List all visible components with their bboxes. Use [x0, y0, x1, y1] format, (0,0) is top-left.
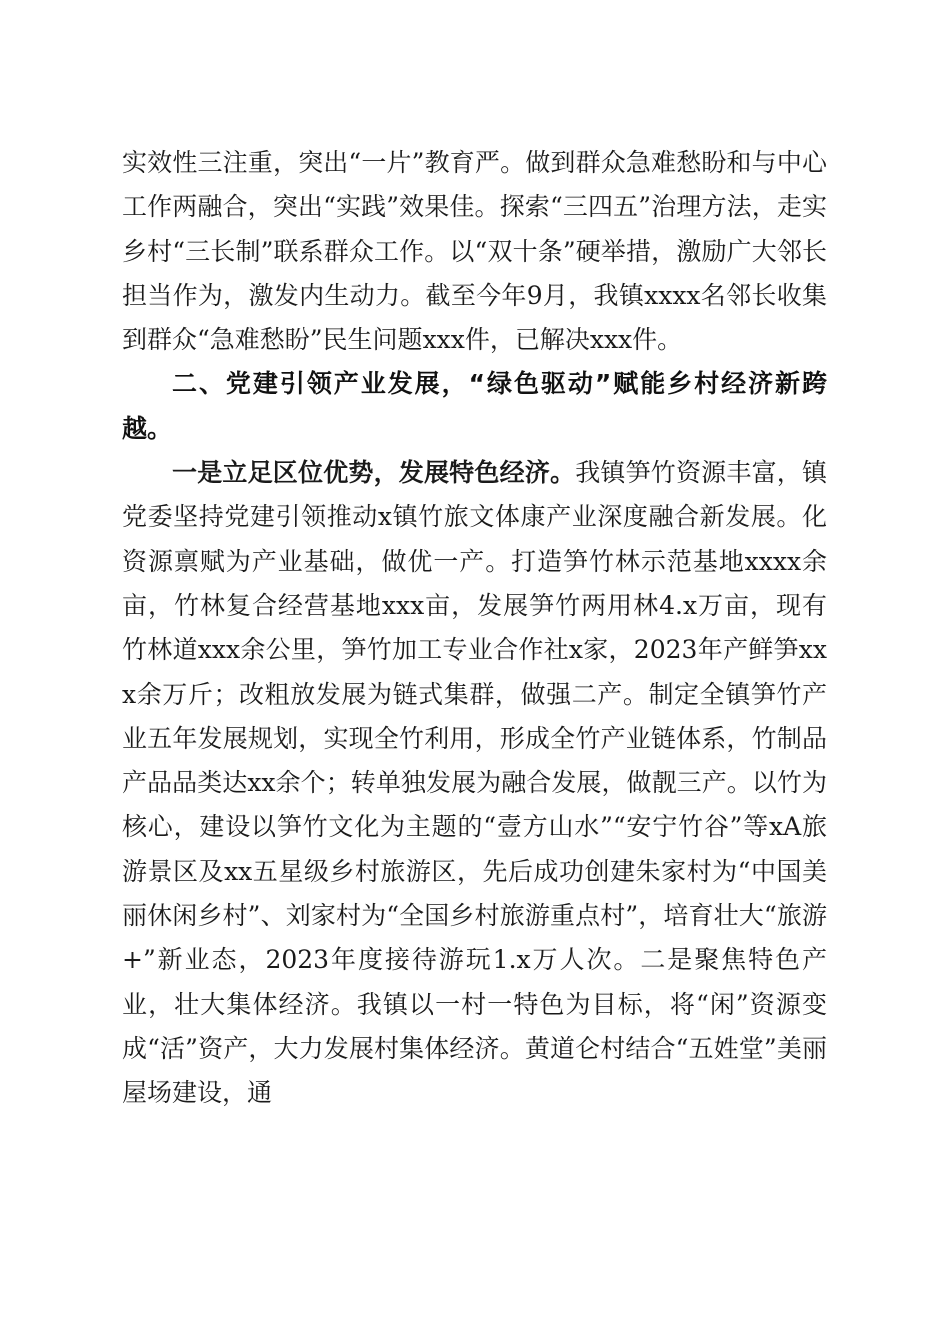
paragraph-continuation: 实效性三注重，突出“一片”教育严。做到群众急难愁盼和与中心工作两融合，突出“实践”效果佳。探索“三四五”治理方法，走实乡村“三长制”联系群众工作。以“双十条”硬举措，激励广大邻长担当作为，激发内生动力。截至今年9月，我镇xxxx名邻长收集到群众“急难愁盼”民生问题xxx件，已解决xxx件。 — [122, 148, 827, 355]
paragraph-body: 我镇笋竹资源丰富，镇党委坚持党建引领推动x镇竹旅文体康产业深度融合新发展。化资源禀赋为产业基础，做优一产。打造笋竹林示范基地xxxx余亩，竹林复合经营基地xxx亩，发展笋竹两用林4.x万亩，现有竹林道xxx余公里，笋竹加工专业合作社x家，2023年产鲜笋xxx余万斤；改粗放发展为链式集群，做强二产。制定全镇笋竹产业五年发展规划，实现全竹利用，形成全竹产业链体系，竹制品产品品类达xx余个；转单独发展为融合发展，做靓三产。以竹为核心，建设以笋竹文化为主题的“壹方山水”“安宁竹谷”等xA旅游景区及xx五星级乡村旅游区，先后成功创建朱家村为“中国美丽休闲乡村”、刘家村为“全国乡村旅游重点村”，培育壮大“旅游+”新业态，2023年度接待游玩1.x万人次。二是聚焦特色产业，壮大集体经济。我镇以一村一特色为目标，将“闲”资源变成“活”资产，大力发展村集体经济。黄道仑村结合“五姓堂”美丽屋场建设，通 — [122, 458, 827, 1108]
paragraph-industry — [122, 451, 827, 1115]
document-body — [122, 141, 827, 1116]
section-heading: 二、党建引领产业发展，“绿色驱动”赋能乡村经济新跨越。 — [122, 369, 827, 443]
paragraph-lead: 一是立足区位优势，发展特色经济。 — [172, 458, 576, 488]
